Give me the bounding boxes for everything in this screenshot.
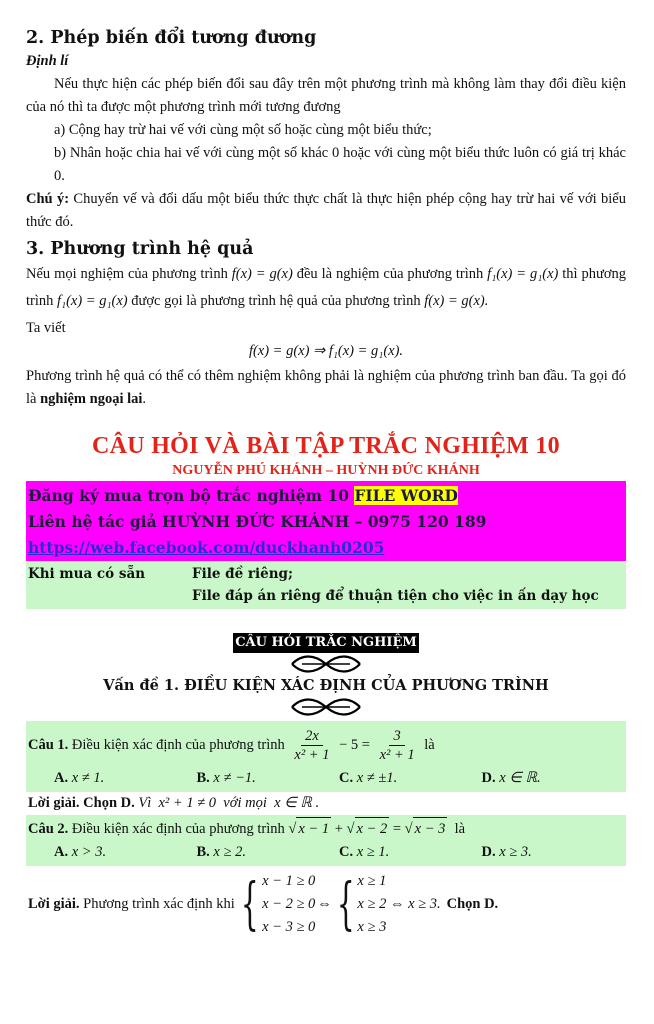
q2-c-value: x ≥ 1. — [356, 844, 390, 860]
q1-b-label: B. — [196, 770, 210, 786]
q2-b-label: B. — [196, 844, 210, 860]
question-1 — [26, 721, 626, 792]
q2-option-c[interactable] — [339, 841, 482, 864]
q1-f1-den: x² + 1 — [294, 746, 330, 763]
brace-2-icon: { — [336, 871, 355, 937]
q2-a-label: A. — [54, 844, 69, 860]
rule-a: a) Cộng hay trừ hai vế với cùng một số hoặc cùng một biểu thức; — [54, 122, 432, 138]
q2-a-value: x > 3. — [71, 844, 107, 860]
q2-radicand-2: x − 2 — [355, 817, 390, 841]
question-1-stem — [28, 723, 624, 767]
note — [26, 188, 626, 234]
sqrt-2-icon: √ — [346, 820, 355, 837]
sys2-line-1: x ≥ 1 — [357, 873, 387, 889]
purchase-info-key: Khi mua có sẵn — [28, 566, 146, 582]
rule-b-text: b) Nhân hoặc chia hai vế với cùng một số khác 0 hoặc với cùng một biểu thức luôn có giá trị khác 0. — [54, 145, 626, 184]
extraneous-text — [26, 365, 626, 411]
q1-d-label: D. — [481, 770, 496, 786]
q2-c-label: C. — [339, 844, 354, 860]
ornament-bottom-icon — [288, 697, 364, 717]
q1-f2-den: x² + 1 — [379, 746, 415, 763]
q1-option-c[interactable] — [339, 767, 482, 790]
q1-a-label: A. — [54, 770, 69, 786]
sol2-label: Lời giải. — [28, 896, 80, 912]
purchase-info-2: File đáp án riêng để thuận tiện cho việc in ấn dạy học — [192, 588, 599, 604]
sqrt-3-icon: √ — [404, 820, 413, 837]
solution-2 — [26, 868, 626, 941]
purchase-info-1: File đề riêng; — [192, 566, 293, 582]
q2-d-label: D. — [481, 844, 496, 860]
question-2-stem — [28, 817, 624, 841]
q2-d-value: x ≥ 3. — [499, 844, 532, 860]
q2-end: là — [447, 820, 466, 837]
sqrt-1-icon: √ — [288, 820, 297, 837]
q2-options — [28, 841, 624, 864]
promo-title: CÂU HỎI VÀ BÀI TẬP TRẮC NGHIỆM 10 — [92, 433, 560, 459]
promo-line-1 — [28, 483, 624, 509]
file-word-highlight: FILE WORD — [354, 486, 458, 505]
solution-1 — [26, 792, 626, 815]
q2-option-a[interactable] — [54, 841, 197, 864]
q1-c-value: x ≠ ±1. — [356, 770, 398, 786]
we-write: Ta viết — [26, 320, 66, 336]
q1-option-a[interactable] — [54, 767, 197, 790]
iff-symbol-icon: ⇔ — [317, 896, 332, 912]
q2-option-b[interactable] — [197, 841, 340, 864]
sys1-line-2: x − 2 ≥ 0 — [262, 896, 316, 912]
extraneous-text-main: Phương trình hệ quả có thể có thêm nghiệm không phải là nghiệm của phương trình ban đầu. Ta gọi đó là — [26, 368, 626, 407]
q1-c-label: C. — [339, 770, 354, 786]
q2-label: Câu 2. — [28, 820, 69, 837]
q2-text: Điều kiện xác định của phương trình — [68, 820, 289, 837]
q2-b-value: x ≥ 2. — [213, 844, 246, 860]
rule-b — [26, 142, 626, 188]
note-label: Chú ý: — [26, 191, 70, 207]
q1-fraction-1 — [290, 727, 333, 764]
facebook-link[interactable]: https://web.facebook.com/duckhanh0205 — [28, 538, 385, 557]
section-3-heading: 3. Phương trình hệ quả — [26, 239, 254, 259]
eq-4: f(x) = g(x). — [424, 293, 489, 309]
q1-end: là — [420, 736, 435, 753]
q2-radicand-3: x − 3 — [413, 817, 448, 841]
theorem-label: Định lí — [26, 53, 69, 69]
def-part-2: đều là nghiệm của phương trình — [292, 266, 488, 282]
q2-radicand-1: x − 1 — [296, 817, 331, 841]
extraneous-term: nghiệm ngoại lai — [40, 391, 143, 407]
promo-box — [26, 481, 626, 561]
q1-options — [28, 767, 624, 790]
q1-label: Câu 1. — [28, 736, 69, 753]
q1-option-b[interactable] — [197, 767, 340, 790]
q1-d-value: x ∈ ℝ. — [499, 770, 541, 786]
sol1-label: Lời giải. Chọn D. — [28, 795, 135, 811]
q1-a-value: x ≠ 1. — [71, 770, 105, 786]
def-part-3: thì phương trình — [26, 266, 627, 309]
theorem-text: Nếu thực hiện các phép biến đổi sau đây trên một phương trình mà không làm thay đổi điều kiện của nó thì ta được một phương trình mới tương đương — [26, 76, 626, 115]
promo-authors: NGUYỄN PHÚ KHÁNH – HUỲNH ĐỨC KHÁNH — [172, 463, 480, 478]
brace-1-icon: { — [241, 871, 260, 937]
q1-f2-num: 3 — [389, 727, 404, 746]
sys1-line-3: x − 3 ≥ 0 — [262, 919, 316, 935]
def-part-4: được gọi là phương trình hệ quả của phương trình — [127, 293, 425, 309]
sol1-text: Vì x² + 1 ≠ 0 với mọi x ∈ ℝ . — [134, 795, 320, 811]
sys2-line-3: x ≥ 3 — [357, 919, 387, 935]
ornament-top-icon — [288, 654, 364, 674]
system-1 — [238, 870, 315, 939]
q1-f1-num: 2x — [301, 727, 323, 746]
sol2-choose: Chọn D. — [446, 896, 499, 912]
topic-heading: Vấn đề 1. ĐIỀU KIỆN XÁC ĐỊNH CỦA PHƯƠNG TRÌNH — [103, 677, 549, 694]
sys1-line-1: x − 1 ≥ 0 — [262, 873, 316, 889]
q1-text: Điều kiện xác định của phương trình — [68, 736, 289, 753]
sys2-line-2: x ≥ 2 — [357, 896, 387, 912]
eq-1: f(x) = g(x) — [231, 266, 293, 282]
question-2 — [26, 815, 626, 866]
extraneous-end: . — [142, 391, 147, 407]
eq-3: f₁(x) = g₁(x) — [57, 293, 128, 309]
q1-b-value: x ≠ −1. — [213, 770, 256, 786]
def-part-1: Nếu mọi nghiệm của phương trình — [26, 266, 232, 282]
promo-line-2: Liên hệ tác giả HUỲNH ĐỨC KHÁNH – 0975 120 189 — [28, 512, 487, 531]
promo-line-1-text: Đăng ký mua trọn bộ trắc nghiệm 10 — [28, 486, 355, 505]
display-equation: f(x) = g(x) ⇒ f₁(x) = g₁(x). — [248, 343, 404, 359]
q2-plus: + — [331, 820, 347, 837]
sol2-tail: ⇔ x ≥ 3. — [386, 896, 441, 912]
consequence-definition — [26, 261, 626, 315]
q1-mid: − 5 = — [335, 736, 374, 753]
system-2 — [334, 870, 387, 939]
purchase-info-box — [26, 561, 626, 609]
section-2-heading: 2. Phép biến đổi tương đương — [26, 28, 317, 48]
eq-2: f₁(x) = g₁(x) — [487, 266, 559, 282]
q2-option-d[interactable] — [482, 841, 625, 864]
q2-equals: = — [389, 820, 405, 837]
q1-fraction-2 — [376, 727, 419, 764]
quiz-badge: CÂU HỎI TRẮC NGHIỆM — [233, 633, 419, 653]
q1-option-d[interactable] — [482, 767, 625, 790]
sol2-text: Phương trình xác định khi — [79, 896, 239, 912]
note-text: Chuyển vế và đổi dấu một biểu thức thực chất là thực hiện phép cộng hay trừ hai vế với biểu thức đó. — [26, 191, 626, 230]
